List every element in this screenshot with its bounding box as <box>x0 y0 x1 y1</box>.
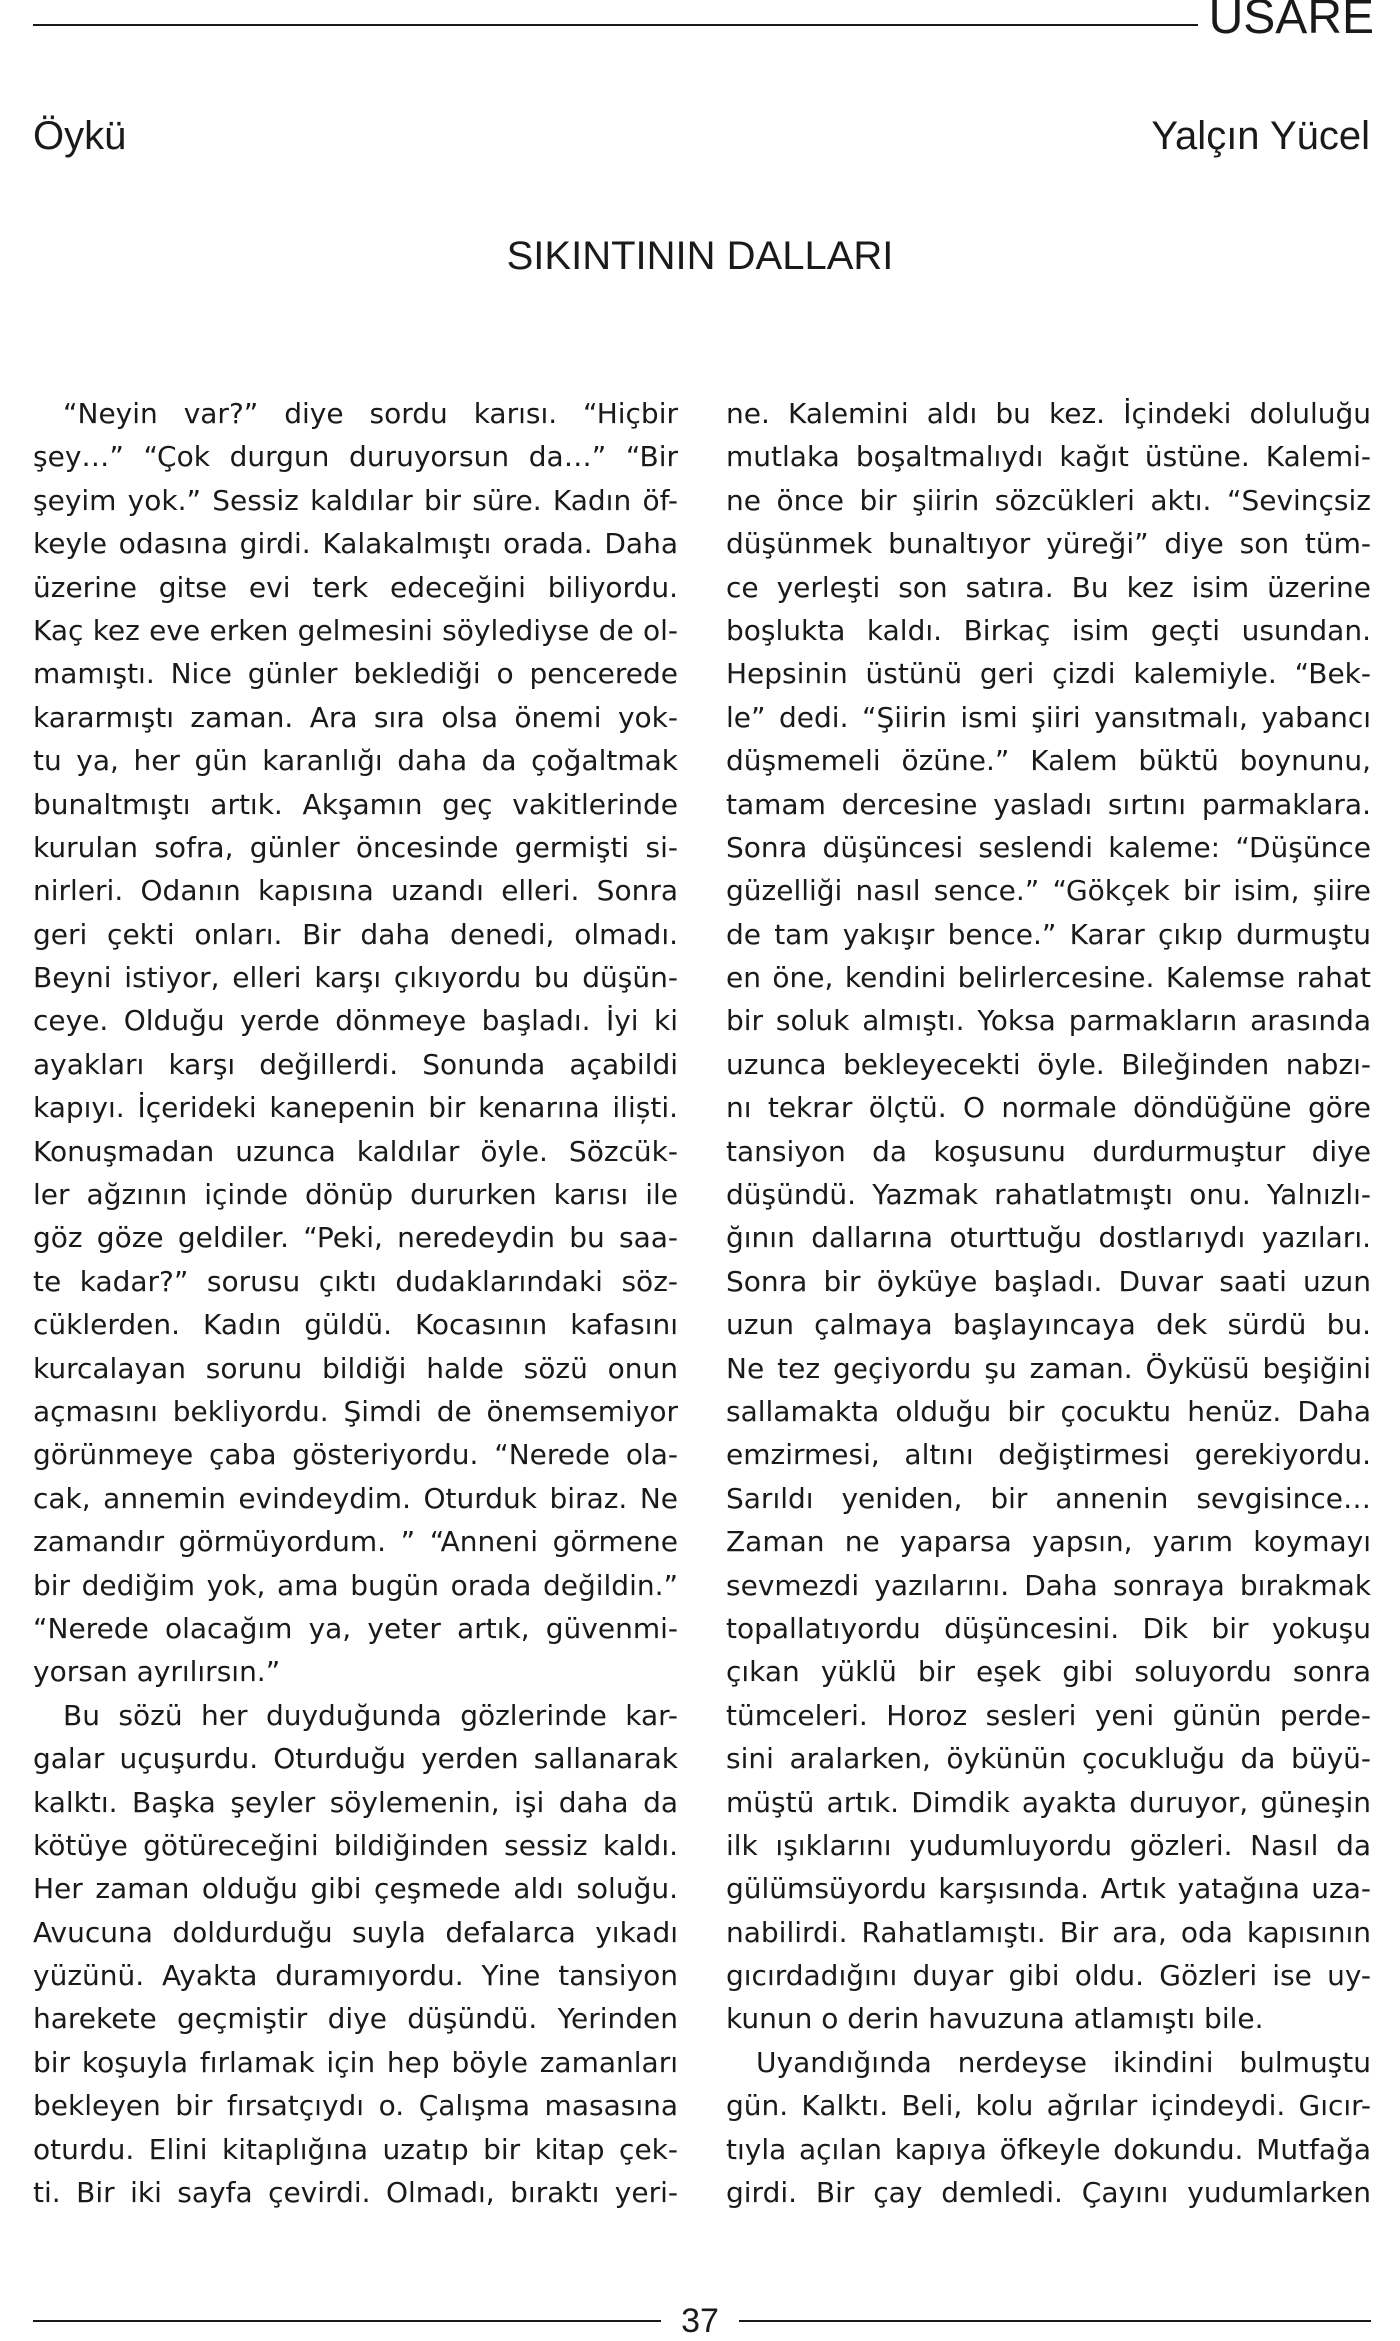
text-line: Her zaman olduğu gibi çeşmede aldı soluğu. <box>33 1872 678 1906</box>
text-line: çıkan yüklü bir eşek gibi soluyordu sonra <box>726 1655 1371 1689</box>
text-line: açmasını bekliyordu. Şimdi de önemsemiyor <box>33 1394 678 1428</box>
page-number: 37 <box>681 2302 719 2340</box>
text-line: üzerine gitse evi terk edeceğini biliyordu. <box>33 570 678 604</box>
text-line: te kadar?” sorusu çıktı dudaklarındaki söz- <box>33 1264 678 1298</box>
text-line: ilk ışıklarını yudumluyordu gözleri. Nasıl da <box>726 1828 1371 1862</box>
text-line: mutlaka boşaltmalıydı kağıt üstüne. Kalemi- <box>726 440 1371 474</box>
text-line: cüklerden. Kadın güldü. Kocasının kafasını <box>33 1308 678 1342</box>
text-line: Zaman ne yaparsa yapsın, yarım koymayı <box>726 1525 1371 1559</box>
text-line: galar uçuşurdu. Oturduğu yerden sallanarak <box>33 1742 678 1776</box>
text-line: tansiyon da koşusunu durdurmuştur diye <box>726 1134 1371 1168</box>
text-line: Kaç kez eve erken gelmesini söylediyse de ol- <box>33 613 678 647</box>
author-name: Yalçın Yücel <box>1151 114 1370 158</box>
text-line: müştü artık. Dimdik ayakta duruyor, güneşin <box>726 1785 1371 1819</box>
text-line: ti. Bir iki sayfa çevirdi. Olmadı, bıraktı yeri- <box>33 2176 678 2210</box>
text-line: Avucuna doldurduğu suyla defalarca yıkadı <box>33 1915 678 1949</box>
text-line: Sonra bir öyküye başladı. Duvar saati uzun <box>726 1264 1371 1298</box>
text-line: kunun o derin havuzuna atlamıştı bile. <box>726 2002 1264 2036</box>
text-line: “Nerede olacağım ya, yeter artık, güvenmi- <box>33 1611 678 1645</box>
text-line: de tam yakışır bence.” Karar çıkıp durmuştu <box>726 917 1371 951</box>
text-line: kötüye götüreceğini bildiğinden sessiz kaldı. <box>33 1828 678 1862</box>
text-line: Hepsinin üstünü geri çizdi kalemiyle. “Bek- <box>726 657 1371 691</box>
text-line: Uyandığında nerdeyse ikindini bulmuştu <box>756 2045 1371 2079</box>
section-label: Öykü <box>33 114 127 158</box>
text-line: gülümsüyordu karşısında. Artık yatağına uza- <box>726 1872 1371 1906</box>
text-line: keyle odasına girdi. Kalakalmıştı orada. Daha <box>33 527 678 561</box>
text-line: ne. Kalemini aldı bu kez. İçindeki doluluğu <box>726 397 1371 430</box>
story-title: SIKINTININ DALLARI <box>506 234 894 278</box>
text-line: “Neyin var?” diye sordu karısı. “Hiçbir <box>63 397 678 430</box>
text-line: girdi. Bir çay demledi. Çayını yudumlarken <box>726 2176 1371 2210</box>
text-line: görünmeye çaba gösteriyordu. “Nerede ola- <box>33 1438 678 1472</box>
text-line: Sonra düşüncesi seslendi kaleme: “Düşünce <box>726 830 1371 864</box>
magazine-name: USARE <box>1208 0 1374 44</box>
text-line: sini aralarken, öykünün çocukluğu da büyü- <box>726 1742 1371 1776</box>
text-line: kurulan sofra, günler öncesinde germişti si- <box>33 830 678 864</box>
text-line: kapıyı. İçerideki kanepenin bir kenarına iliști. <box>33 1091 678 1125</box>
text-line: yüzünü. Ayakta duramıyordu. Yine tansiyon <box>33 1959 678 1993</box>
text-line: sallamakta olduğu bir çocuktu henüz. Daha <box>726 1394 1371 1428</box>
text-line: bir koşuyla fırlamak için hep böyle zamanları <box>33 2045 678 2079</box>
text-line: uzun çalmaya başlayıncaya dek sürdü bu. <box>726 1308 1371 1342</box>
text-line: Sarıldı yeniden, bir annenin sevgisince… <box>726 1481 1371 1515</box>
text-line: Ne tez geçiyordu şu zaman. Öyküsü beşiğini <box>726 1351 1371 1385</box>
text-line: kalktı. Başka şeyler söylemenin, işi daha da <box>33 1785 678 1819</box>
text-line: tıyla açılan kapıya öfkeyle dokundu. Mutfağa <box>726 2132 1371 2166</box>
text-line: yorsan ayrılırsın.” <box>33 1655 281 1689</box>
text-line: sevmezdi yazılarını. Daha sonraya bırakmak <box>726 1568 1371 1602</box>
text-line: le” dedi. “Şiirin ismi şiiri yansıtmalı, yabancı <box>726 700 1371 734</box>
text-line: gün. Kalktı. Beli, kolu ağrılar içindeydi. Gıcır- <box>726 2089 1371 2123</box>
text-line: topallatıyordu düşüncesini. Dik bir yokuşu <box>726 1611 1371 1645</box>
text-line: bir dediğim yok, ama bugün orada değildin.” <box>33 1568 678 1602</box>
text-line: bir soluk almıştı. Yoksa parmakların arasında <box>726 1004 1371 1038</box>
text-column-right <box>726 392 1371 2214</box>
text-line: ğının dallarına oturttuğu dostlarıydı yazıları. <box>726 1221 1371 1255</box>
header-rule <box>33 24 1198 26</box>
text-line: nabilirdi. Rahatlamıştı. Bir ara, oda kapısının <box>726 1915 1371 1949</box>
text-line: en öne, kendini belirlercesine. Kalemse rahat <box>726 961 1371 995</box>
text-line: kararmıştı zaman. Ara sıra olsa önemi yok- <box>33 700 678 734</box>
text-line: göz göze geldiler. “Peki, neredeydin bu saa- <box>33 1221 678 1255</box>
text-column-left <box>33 392 678 2214</box>
text-line: tümceleri. Horoz sesleri yeni günün perde- <box>726 1698 1371 1732</box>
text-line: Konuşmadan uzunca kaldılar öyle. Sözcük- <box>33 1134 678 1168</box>
text-line: boşlukta kaldı. Birkaç isim geçti usundan. <box>726 613 1371 647</box>
text-line: nı tekrar ölçtü. O normale döndüğüne göre <box>726 1091 1371 1125</box>
text-line: uzunca bekleyecekti öyle. Bileğinden nabzı- <box>726 1047 1371 1081</box>
text-line: emzirmesi, altını değiştirmesi gerekiyordu. <box>726 1438 1371 1472</box>
text-line: bunaltmıştı artık. Akşamın geç vakitlerinde <box>33 787 678 821</box>
text-line: nirleri. Odanın kapısına uzandı elleri. Sonra <box>33 874 678 908</box>
text-line: gıcırdadığını duyar gibi oldu. Gözleri ise uy- <box>726 1959 1371 1993</box>
text-line: Bu sözü her duyduğunda gözlerinde kar- <box>63 1698 678 1732</box>
text-line: düşünmek bunaltıyor yüreği” diye son tüm- <box>726 527 1371 561</box>
text-line: düşmemeli özüne.” Kalem büktü boynunu, <box>726 744 1371 778</box>
text-line: zamandır görmüyordum. ” “Anneni görmene <box>33 1525 678 1559</box>
text-line: ler ağzının içinde dönüp dururken karısı ile <box>33 1178 678 1212</box>
text-line: oturdu. Elini kitaplığına uzatıp bir kitap çek- <box>33 2132 678 2166</box>
text-line: şeyim yok.” Sessiz kaldılar bir süre. Kadın öf- <box>33 483 678 517</box>
text-line: mamıştı. Nice günler beklediği o pencerede <box>33 657 678 691</box>
text-line: tamam dercesine yasladı sırtını parmaklara. <box>726 787 1371 821</box>
text-line: ce yerleşti son satıra. Bu kez isim üzerine <box>726 570 1371 604</box>
text-line: ayakları karşı değillerdi. Sonunda açabildi <box>33 1047 678 1081</box>
text-line: geri çekti onları. Bir daha denedi, olmadı. <box>33 917 678 951</box>
text-line: düşündü. Yazmak rahatlatmıştı onu. Yalnızlı- <box>726 1178 1371 1212</box>
text-line: şey…” “Çok durgun duruyorsun da…” “Bir <box>33 440 678 474</box>
text-line: bekleyen bir fırsatçıydı o. Çalışma masasına <box>33 2089 678 2123</box>
text-line: cak, annemin evindeydim. Oturduk biraz. Ne <box>33 1481 678 1515</box>
text-line: kurcalayan sorunu bildiği halde sözü onun <box>33 1351 678 1385</box>
text-line: ne önce bir şiirin sözcükleri aktı. “Sevinçsiz <box>726 483 1371 517</box>
text-line: ceye. Olduğu yerde dönmeye başladı. İyi ki <box>33 1004 678 1038</box>
footer-rule-right <box>739 2320 1371 2322</box>
text-line: güzelliği nasıl sence.” “Gökçek bir isim, şiire <box>726 874 1371 908</box>
text-line: harekete geçmiştir diye düşündü. Yerinden <box>33 2002 678 2036</box>
text-line: Beyni istiyor, elleri karşı çıkıyordu bu düşün- <box>33 961 678 995</box>
text-line: tu ya, her gün karanlığı daha da çoğaltmak <box>33 744 678 778</box>
